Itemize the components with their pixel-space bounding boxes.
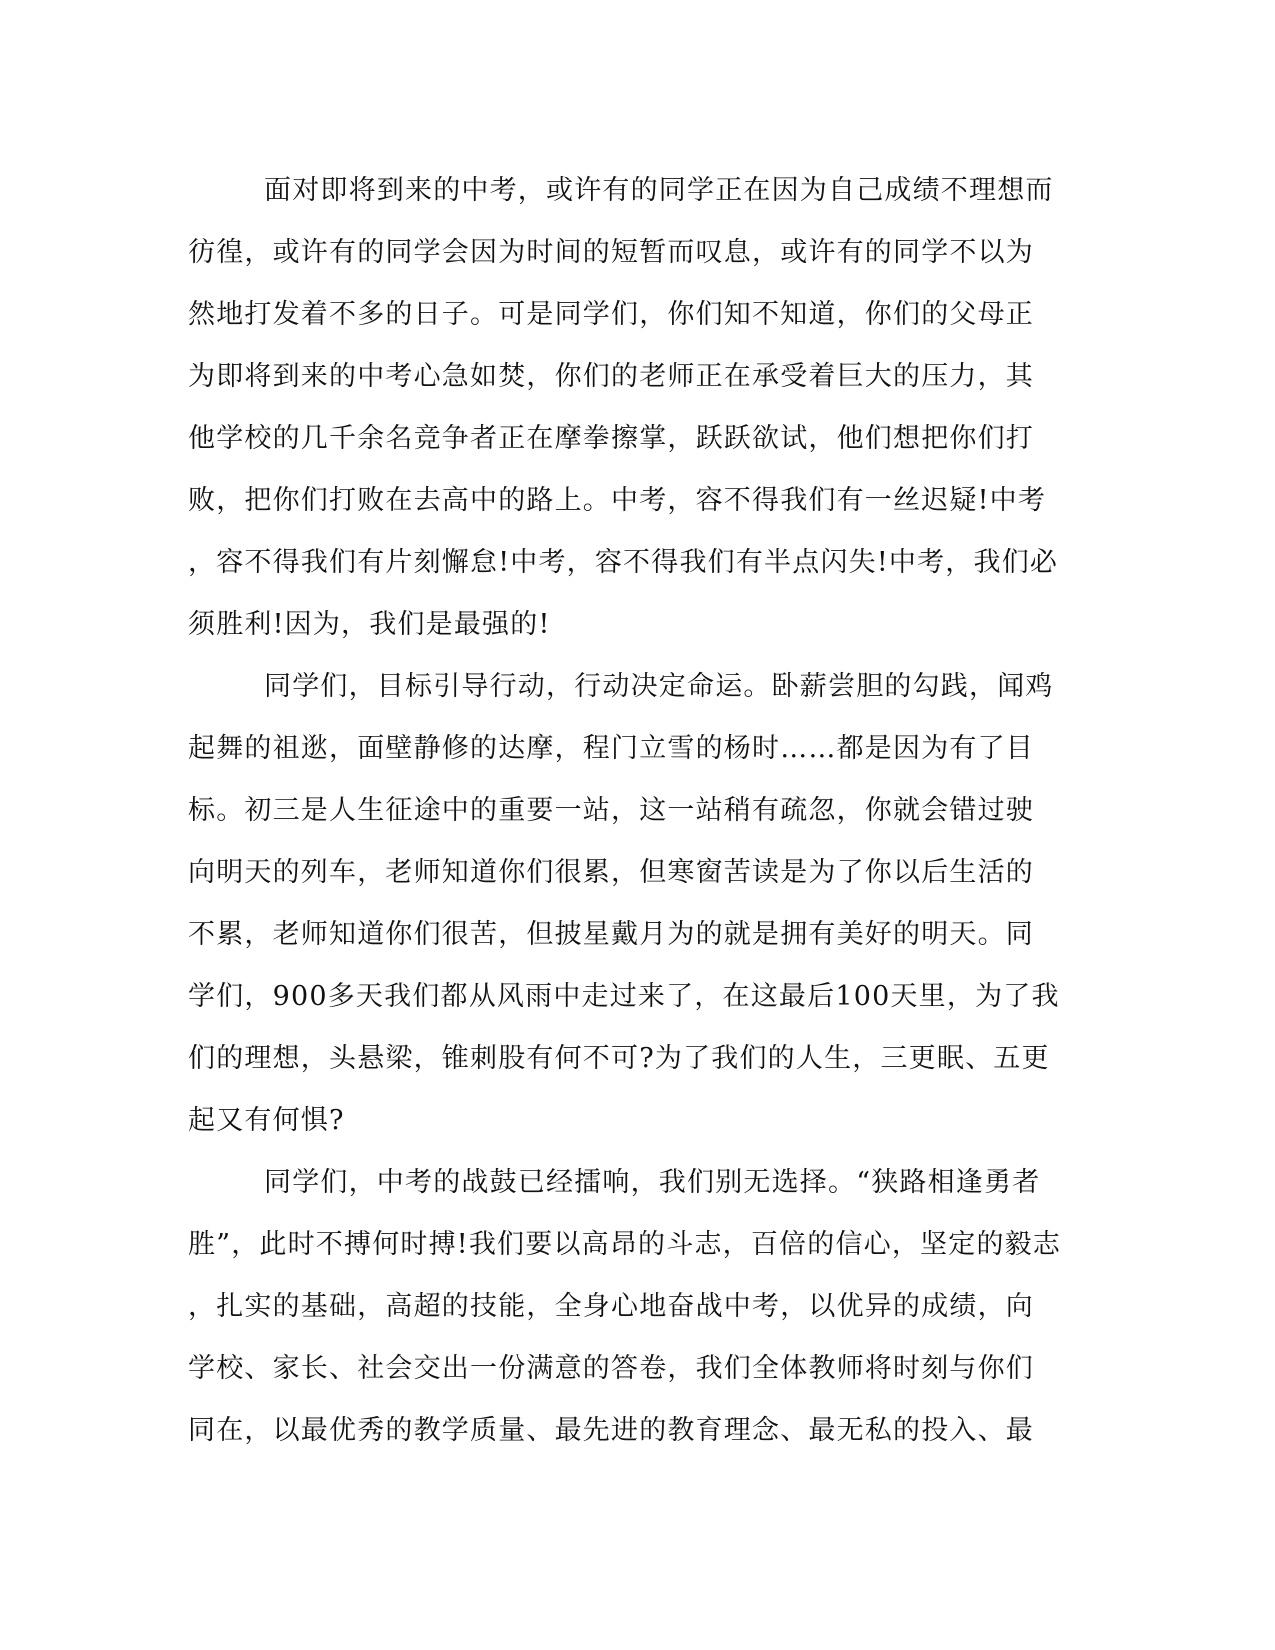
paragraph-line: 同学们，目标引导行动，行动决定命运。卧薪尝胆的勾践，闻鸡 bbox=[264, 671, 1054, 702]
paragraph-line: ，扎实的基础，高超的技能，全身心地奋战中考，以优异的成绩，向 bbox=[188, 1291, 1034, 1322]
paragraph-3 bbox=[188, 1152, 1068, 1462]
paragraph-line: 须胜利!因为，我们是最强的! bbox=[188, 609, 551, 640]
paragraph-line: 标。初三是人生征途中的重要一站，这一站稍有疏忽，你就会错过驶 bbox=[188, 795, 1034, 826]
paragraph-line: 面对即将到来的中考，或许有的同学正在因为自己成绩不理想而 bbox=[264, 175, 1054, 206]
paragraph-line: 起舞的祖逖，面壁静修的达摩，程门立雪的杨时……都是因为有了目 bbox=[188, 733, 1034, 764]
paragraph-line: 向明天的列车，老师知道你们很累，但寒窗苦读是为了你以后生活的 bbox=[188, 857, 1034, 888]
paragraph-line: 胜”，此时不搏何时搏!我们要以高昂的斗志，百倍的信心，坚定的毅志 bbox=[188, 1229, 1062, 1260]
paragraph-line: 同在，以最优秀的教学质量、最先进的教育理念、最无私的投入、最 bbox=[188, 1415, 1034, 1446]
paragraph-line: 为即将到来的中考心急如焚，你们的老师正在承受着巨大的压力，其 bbox=[188, 361, 1034, 392]
paragraph-line: 们的理想，头悬梁，锥刺股有何不可?为了我们的人生，三更眠、五更 bbox=[188, 1043, 1050, 1074]
paragraph-line: 学校、家长、社会交出一份满意的答卷，我们全体教师将时刻与你们 bbox=[188, 1353, 1034, 1384]
paragraph-line: 同学们，中考的战鼓已经擂响，我们别无选择。“狭路相逢勇者 bbox=[264, 1167, 1041, 1198]
paragraph-2 bbox=[188, 656, 1068, 1152]
paragraph-line: 然地打发着不多的日子。可是同学们，你们知不知道，你们的父母正 bbox=[188, 299, 1034, 330]
paragraph-line: 彷徨，或许有的同学会因为时间的短暂而叹息，或许有的同学不以为 bbox=[188, 237, 1034, 268]
paragraph-line: 不累，老师知道你们很苦，但披星戴月为的就是拥有美好的明天。同 bbox=[188, 919, 1034, 950]
paragraph-line: 败，把你们打败在去高中的路上。中考，容不得我们有一丝迟疑!中考 bbox=[188, 485, 1047, 516]
body-text bbox=[188, 160, 1068, 1462]
paragraph-line: 学们，900多天我们都从风雨中走过来了，在这最后100天里，为了我 bbox=[188, 981, 1060, 1012]
paragraph-1 bbox=[188, 160, 1068, 656]
paragraph-line: ，容不得我们有片刻懈怠!中考，容不得我们有半点闪失!中考，我们必 bbox=[188, 547, 1059, 578]
paragraph-line: 起又有何惧? bbox=[188, 1105, 345, 1136]
paragraph-line: 他学校的几千余名竞争者正在摩拳擦掌，跃跃欲试，他们想把你们打 bbox=[188, 423, 1034, 454]
